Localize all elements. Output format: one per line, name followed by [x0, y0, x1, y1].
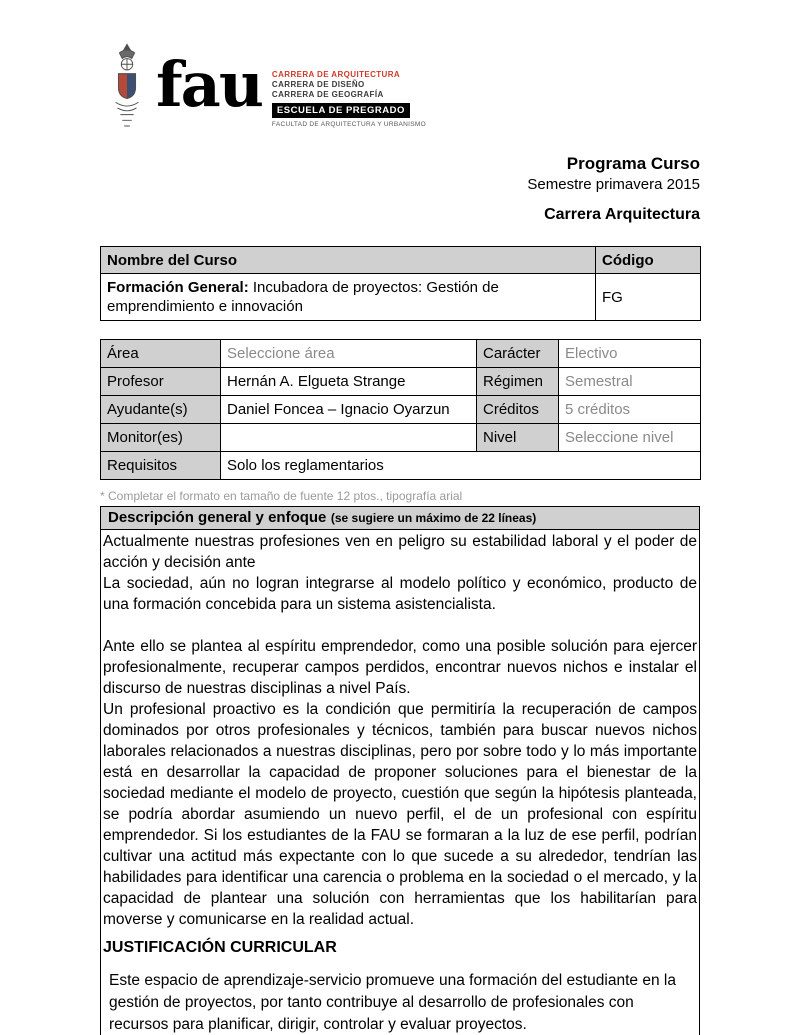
- course-code-cell: FG: [596, 274, 701, 321]
- description-paragraph-spacer: [103, 615, 697, 636]
- regimen-select-field[interactable]: Semestral: [559, 368, 701, 396]
- university-crest-icon: [108, 42, 146, 139]
- profesor-value: Hernán A. Elgueta Strange: [221, 368, 477, 396]
- requisitos-label: Requisitos: [101, 452, 221, 480]
- row-ayudantes: [101, 396, 701, 424]
- course-details-table: [100, 339, 701, 480]
- description-paragraph: La sociedad, aún no logran integrarse al modelo político y económico, producto de una formación concebida para un sistema asistencialista.: [103, 575, 697, 613]
- justification-paragraph: Este espacio de aprendizaje-servicio promueve una formación del estudiante en la gestión de proyectos, por tanto contribuye al desarrollo de profesionales con recursos para planificar, dirigir, controlar y evaluar proyectos.: [109, 972, 676, 1033]
- profesor-label: Profesor: [101, 368, 221, 396]
- semester-label: Semestre primavera 2015: [527, 176, 700, 193]
- row-requisitos: [101, 452, 701, 480]
- caracter-label: Carácter: [477, 340, 559, 368]
- nivel-select-field[interactable]: Seleccione nivel: [559, 424, 701, 452]
- logo-career-arquitectura: CARRERA DE ARQUITECTURA: [271, 70, 401, 79]
- monitores-value: [221, 424, 477, 452]
- requisitos-value: Solo los reglamentarios: [221, 452, 701, 480]
- logo-career-diseno: CARRERA DE DISEÑO: [271, 80, 365, 89]
- monitores-label: Monitor(es): [101, 424, 221, 452]
- ayudantes-label: Ayudante(s): [101, 396, 221, 424]
- creditos-label: Créditos: [477, 396, 559, 424]
- area-select-field[interactable]: Seleccione área: [221, 340, 477, 368]
- fau-logo: [108, 42, 700, 138]
- career-label: Carrera Arquitectura: [544, 206, 700, 223]
- logo-text-block: [272, 70, 426, 128]
- course-name-cell: [101, 274, 596, 321]
- escuela-pregrado-badge: ESCUELA DE PREGRADO: [272, 103, 410, 118]
- description-section: [100, 506, 700, 1033]
- faculty-name: FACULTAD DE ARQUITECTURA Y URBANISMO: [271, 121, 426, 128]
- description-paragraph: Ante ello se plantea al espíritu emprendedor, como una posible solución para ejercer profesionalmente, recuperar campos perdidos, encontrar nuevos nichos e instalar el discurso de nuestras disciplinas a nivel País.: [103, 638, 697, 697]
- nivel-label: Nivel: [477, 424, 559, 452]
- justification-heading: JUSTIFICACIÓN CURRICULAR: [103, 939, 337, 956]
- logo-career-geografia: CARRERA DE GEOGRAFÍA: [271, 90, 384, 99]
- regimen-label: Régimen: [477, 368, 559, 396]
- document-header: [100, 154, 700, 224]
- creditos-select-field[interactable]: 5 créditos: [559, 396, 701, 424]
- row-monitores: [101, 424, 701, 452]
- description-paragraph: Actualmente nuestras profesiones ven en peligro su estabilidad laboral y el poder de acción y decisión ante: [103, 533, 697, 571]
- course-name-text: Incubadora de proyectos: Gestión de emprendimiento e innovación: [107, 278, 499, 315]
- description-hint: (se sugiere un máximo de 22 líneas): [330, 511, 537, 525]
- page-title: Programa Curso: [566, 154, 700, 173]
- ayudantes-value: Daniel Foncea – Ignacio Oyarzun: [221, 396, 477, 424]
- format-note: * Completar el formato en tamaño de fuente 12 ptos., tipografía arial: [100, 489, 463, 503]
- description-body: [100, 530, 700, 1035]
- course-name-prefix: Formación General:: [107, 278, 249, 296]
- course-code-header: Código: [596, 247, 701, 274]
- course-name-header: Nombre del Curso: [101, 247, 596, 274]
- row-area: [101, 340, 701, 368]
- caracter-select-field[interactable]: Electivo: [559, 340, 701, 368]
- fau-wordmark: fau: [156, 48, 262, 121]
- course-table-header-row: [101, 247, 701, 274]
- description-title: Descripción general y enfoque: [108, 509, 327, 526]
- row-profesor: [101, 368, 701, 396]
- area-label: Área: [101, 340, 221, 368]
- description-paragraph: Un profesional proactivo es la condición que permitiría la recuperación de campos dominados por otros profesionales y técnicos, también para buscar nuevos nichos laborales relacionados a nuestras disciplinas, pero por sobre todo y lo más importante está en desarrollar la capacidad de proponer soluciones para el bienestar de la sociedad mediante el modelo de proyecto, cuestión que según la hipótesis planteada, se podría abordar asumiendo un nuevo perfil, el de un profesional con espíritu emprendedor. Si los estudiantes de la FAU se formaran a la luz de ese perfil, podrían cultivar una actitud más expectante con lo que sucede a su alrededor, tendrían las habilidades para identificar una carencia o problema en la sociedad o el mercado, y la capacidad de plantear una solución con herramientas que los habilitarían para moverse y comunicarse en la realidad actual.: [103, 701, 697, 928]
- course-table: [100, 246, 701, 321]
- description-header: [100, 506, 700, 530]
- course-table-data-row: [101, 274, 701, 321]
